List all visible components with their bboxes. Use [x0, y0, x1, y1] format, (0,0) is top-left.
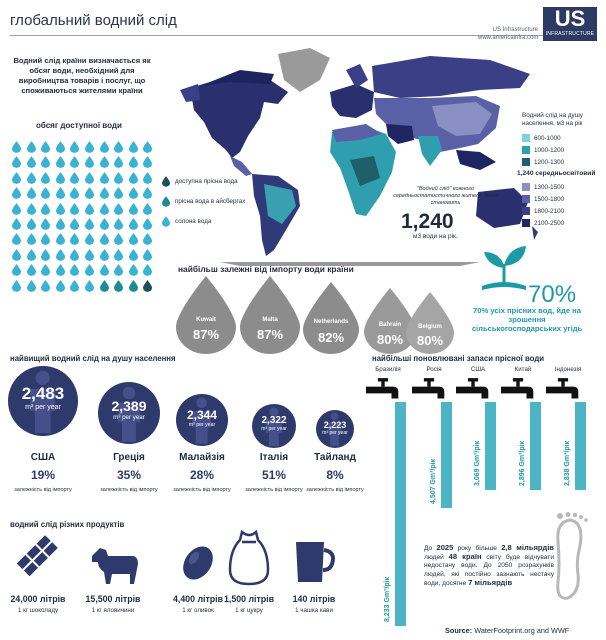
water-drop-icon	[100, 233, 109, 245]
chocolate-icon	[13, 530, 63, 580]
import-drop	[303, 282, 359, 354]
import-percent: 82%	[317, 329, 345, 345]
water-drop-icon	[70, 203, 79, 215]
legend-swatch	[522, 134, 530, 142]
faucet-icon	[546, 378, 580, 402]
water-drop-icon	[70, 233, 79, 245]
water-drop-icon	[114, 218, 123, 230]
faucet-icon	[501, 378, 535, 402]
import-drop	[176, 276, 236, 354]
water-drop-icon	[129, 218, 138, 230]
per-capita-value: 2,322	[261, 415, 287, 427]
water-drop-icon	[12, 249, 21, 261]
legend-swatch	[522, 195, 530, 203]
per-capita-country: Тайланд	[314, 452, 356, 463]
water-drop-icon	[114, 249, 123, 261]
water-drop-icon	[100, 218, 109, 230]
water-drop-icon	[129, 280, 138, 292]
per-capita-circle	[98, 382, 160, 444]
water-drop-icon	[143, 233, 152, 245]
water-drop-icon	[143, 218, 152, 230]
water-drop-icon	[41, 264, 50, 276]
water-stream	[530, 402, 541, 490]
forecast-countries: 48 країн	[448, 552, 482, 562]
water-drop-icon	[85, 172, 94, 184]
per-capita-dep-label: залежність від імпорту	[306, 487, 364, 493]
water-drop-icon	[129, 141, 138, 153]
map-russia	[372, 56, 530, 98]
water-drop-icon	[143, 264, 152, 276]
map-middle-east	[386, 124, 414, 144]
world-footprint-map	[160, 40, 540, 266]
import-country: Bahrain	[378, 322, 402, 329]
water-drop-icon	[100, 203, 109, 215]
legend-range-row	[522, 219, 602, 227]
product-water-value: 4,400 літрів	[172, 594, 224, 604]
per-capita-country: США	[30, 452, 56, 463]
water-drop-icon	[27, 141, 36, 153]
product-unit: 1 кг шоколаду	[17, 607, 59, 614]
per-capita-title: найвищий водний слід на душу населення	[10, 354, 176, 363]
import-country: Malta	[262, 316, 278, 323]
per-capita-circle	[252, 404, 296, 448]
water-drop-icon	[143, 187, 152, 199]
legend-range-label: 1800-2100	[534, 207, 565, 215]
water-drop-icon	[100, 156, 109, 168]
per-capita-country: Малайзія	[179, 452, 225, 463]
per-capita-value: 2,223	[323, 419, 347, 430]
water-drop-icon	[114, 141, 123, 153]
source-line	[445, 626, 569, 635]
per-capita-country: Італія	[259, 452, 289, 463]
legend-swatch	[522, 207, 530, 215]
legend-ice-label: прісна вода в айсбергах	[175, 198, 246, 205]
legend-range-row	[522, 146, 602, 154]
forecast-p1: До	[424, 545, 433, 552]
water-drop-icon	[12, 233, 21, 245]
legend-range-row	[522, 207, 602, 215]
water-drop-icon	[27, 264, 36, 276]
product-unit: 1 кг оливок	[182, 607, 214, 614]
water-drop-icon	[27, 249, 36, 261]
import-country: Kuwait	[196, 316, 216, 323]
water-drop-icon	[70, 249, 79, 261]
water-drop-icon	[41, 280, 50, 292]
per-capita-import-percent: 8%	[326, 468, 344, 482]
logo-sub-text: INFRASTRUCTURE	[545, 31, 595, 37]
map-india	[418, 136, 442, 166]
water-drop-icon	[56, 264, 65, 276]
footprint-icon	[548, 512, 590, 602]
legend-range-label: 2100-2500	[534, 219, 565, 227]
legend-swatch	[522, 219, 530, 227]
map-europe	[330, 84, 374, 118]
stream-value: 2,838 Gm³/рік	[564, 440, 571, 486]
coffee-cup-icon	[292, 538, 338, 586]
water-drop-icon	[12, 264, 21, 276]
water-drop-icon	[41, 218, 50, 230]
legend-fresh-label: доступна прісна вода	[175, 178, 238, 185]
water-drop-icon	[12, 203, 21, 215]
water-drop-icon	[114, 233, 123, 245]
faucet-icon	[412, 378, 446, 402]
water-drop-icon	[129, 249, 138, 261]
legend-range-label: 1500-1800	[534, 195, 565, 203]
water-drop-icon	[100, 172, 109, 184]
brand-url[interactable]: www.americainfra.com	[478, 35, 539, 41]
map-central-america	[230, 156, 252, 176]
import-dependency-title: найбільш залежні від імпорту води країни	[178, 264, 354, 274]
water-drop-icon	[70, 141, 79, 153]
legend-swatch	[522, 146, 530, 154]
import-country: Netherlands	[313, 319, 349, 326]
water-drop-icon	[70, 156, 79, 168]
forecast-final: 7 мільярдів	[468, 577, 513, 587]
water-drop-icon	[12, 218, 21, 230]
map-legend-average: 1,240 середньосвітовий	[517, 170, 596, 177]
cow-icon	[88, 542, 140, 586]
per-capita-import-percent: 28%	[189, 468, 215, 482]
water-drop-icon	[27, 203, 36, 215]
water-drop-icon	[114, 187, 123, 199]
stream-value: 3,069 Gm³/рік	[474, 440, 481, 486]
faucet-icon	[366, 378, 400, 402]
intro-text: Водний слід країни визначається як обсяг води, необхідний для виробництва товарів і послуг, що споживаються жителями країни	[13, 56, 151, 95]
water-drop-icon	[85, 233, 94, 245]
world-avg-value: 1,240	[401, 210, 454, 233]
agriculture-text: 70% усіх прісних вод, йде на зрошення сільськогосподарських угідь	[471, 306, 583, 333]
per-capita-import-percent: 19%	[30, 468, 56, 482]
legend-range-row	[522, 134, 602, 142]
water-drop-icon	[70, 280, 79, 292]
legend-top-group	[522, 134, 602, 166]
water-drop-icon	[27, 172, 36, 184]
agriculture-percent: 70%	[528, 281, 577, 308]
tap-country: США	[470, 366, 486, 373]
water-availability-title: обсяг доступної води	[36, 121, 122, 130]
water-drop-icon	[41, 187, 50, 199]
map-greenland	[278, 48, 330, 92]
water-drop-icon	[143, 172, 152, 184]
legend-swatch	[522, 158, 530, 166]
brand-name: US Infrastructure	[492, 27, 538, 33]
water-drop-icon	[114, 264, 123, 276]
legend-swatch	[522, 183, 530, 191]
water-drop-icon	[85, 249, 94, 261]
per-capita-unit: m³ per year	[322, 429, 348, 436]
map-legend	[517, 112, 602, 231]
import-percent: 87%	[192, 327, 220, 343]
water-drop-icon	[12, 280, 21, 292]
water-drops-grid	[12, 141, 160, 295]
water-drop-icon	[56, 280, 65, 292]
tap-country: Бразилія	[375, 366, 401, 373]
water-drop-icon	[143, 203, 152, 215]
water-drop-icon	[129, 233, 138, 245]
legend-range-label: 1000-1200	[534, 146, 565, 154]
water-drop-icon	[27, 280, 36, 292]
import-percent: 80%	[376, 331, 404, 347]
water-drop-icon	[129, 156, 138, 168]
product-unit: 1 кг яловичини	[91, 607, 135, 614]
product-unit: 1 кг цукру	[235, 607, 263, 614]
water-drop-icon	[85, 218, 94, 230]
water-drop-icon	[85, 187, 94, 199]
per-capita-value: 2,483	[21, 384, 65, 404]
water-drop-icon	[114, 280, 123, 292]
per-capita-circle	[176, 394, 228, 446]
water-drop-icon	[114, 172, 123, 184]
per-capita-unit: m³ per year	[25, 404, 61, 412]
water-stream	[395, 402, 406, 626]
water-drop-icon	[114, 203, 123, 215]
forecast-text	[424, 544, 554, 588]
legend-bottom-group	[522, 183, 602, 227]
per-capita-dep-label: залежність від імпорту	[245, 487, 303, 493]
product-water-value: 140 літрів	[292, 594, 336, 604]
water-drop-icon	[143, 141, 152, 153]
brand-logo	[543, 7, 597, 41]
legend-range-row	[522, 195, 602, 203]
water-drop-icon	[85, 264, 94, 276]
product-water-value: 15,500 літрів	[85, 594, 141, 604]
water-drop-icon	[129, 172, 138, 184]
water-drop-icon	[70, 172, 79, 184]
freshwater-title: найбільші поновлювані запаси прісної води	[372, 354, 545, 363]
map-north-america	[190, 76, 288, 158]
water-drop-icon	[129, 264, 138, 276]
water-drop-icon	[56, 156, 65, 168]
water-stream	[441, 402, 452, 508]
per-capita-value: 2,344	[186, 407, 218, 422]
water-drop-icon	[143, 156, 152, 168]
stream-value: 2,896 Gm³/рік	[519, 440, 526, 486]
water-drop-icon	[70, 218, 79, 230]
per-capita-circle	[316, 410, 354, 448]
water-drop-icon	[100, 141, 109, 153]
source-text[interactable]: WaterFootprint.org and WWF	[474, 626, 570, 635]
map-alaska	[180, 84, 200, 102]
water-drop-icon	[100, 264, 109, 276]
water-drop-icon	[129, 187, 138, 199]
product-unit: 1 чашка кави	[295, 607, 333, 614]
forecast-p3: людей	[424, 554, 444, 562]
tap-country: Китай	[514, 366, 532, 373]
water-drop-icon	[41, 172, 50, 184]
water-drop-icon	[100, 280, 109, 292]
legend-range-row	[522, 158, 602, 166]
water-drop-icon	[27, 187, 36, 199]
sprout-icon	[478, 244, 530, 296]
product-water-value: 1,500 літрів	[223, 594, 275, 604]
import-drop	[406, 292, 454, 354]
water-drop-icon	[56, 141, 65, 153]
tap-country: Росія	[426, 366, 442, 373]
stream-value: 4,507 Gm³/рік	[430, 458, 437, 504]
water-drop-icon	[70, 187, 79, 199]
water-drop-icon	[56, 172, 65, 184]
map-legend-title: Водний слід на душу населення, м3 на рік	[522, 112, 583, 127]
water-drop-icon	[143, 280, 152, 292]
per-capita-dep-label: залежність від імпорту	[100, 487, 158, 493]
import-percent: 87%	[256, 327, 284, 343]
forecast-number: 2,8 мільярдів	[501, 543, 554, 552]
olive-icon	[178, 542, 218, 584]
legend-salt-label: солона вода	[175, 218, 212, 225]
stream-value: 8,233 Gm³/рік	[384, 576, 391, 622]
water-drop-icon	[12, 156, 21, 168]
faucet-icon	[456, 378, 490, 402]
water-drop-icon	[56, 187, 65, 199]
water-drop-icon	[85, 156, 94, 168]
water-drop-icon	[27, 156, 36, 168]
logo-main-text: US	[554, 6, 586, 31]
per-capita-dep-label: залежність від імпорту	[173, 487, 231, 493]
water-drop-icon	[27, 218, 36, 230]
per-capita-import-percent: 51%	[261, 468, 287, 482]
water-drop-icon	[70, 264, 79, 276]
legend-range-label: 1200-1300	[534, 158, 565, 166]
water-drop-icon	[12, 187, 21, 199]
per-capita-unit: m³ per year	[188, 421, 216, 428]
world-avg-unit: м3 води на рік.	[413, 233, 458, 240]
water-drop-icon	[41, 249, 50, 261]
water-drop-icon	[143, 249, 152, 261]
water-drop-icon	[56, 249, 65, 261]
water-drop-icon	[100, 249, 109, 261]
water-drop-icon	[56, 233, 65, 245]
map-se-asia	[456, 150, 496, 170]
water-drop-icon	[85, 280, 94, 292]
tap-country: Індонезія	[554, 366, 582, 373]
forecast-p2: року більше	[457, 545, 497, 552]
products-title: водний слід різних продуктів	[10, 520, 125, 529]
water-drop-icon	[12, 141, 21, 153]
page-title: глобальний водний слід	[10, 12, 177, 29]
water-drop-icon	[56, 203, 65, 215]
water-stream	[575, 402, 586, 490]
product-water-value: 24,000 літрів	[10, 594, 66, 604]
map-scandinavia	[346, 64, 368, 88]
water-drop-icon	[85, 141, 94, 153]
per-capita-unit: m³ per year	[261, 426, 287, 433]
import-percent: 80%	[416, 332, 444, 348]
source-label: Source:	[445, 626, 473, 635]
per-capita-value: 2,389	[111, 398, 147, 415]
per-capita-country: Греція	[113, 452, 145, 463]
water-drop-icon	[56, 218, 65, 230]
forecast-p4: світу буде відчувати недостачу води. До 2050 розрахунків людей, які постійно зазнають нестачу води, досягне	[424, 554, 555, 587]
water-drop-icon	[85, 203, 94, 215]
water-drop-icon	[41, 233, 50, 245]
legend-range-row	[522, 183, 602, 191]
water-drop-icon	[12, 172, 21, 184]
per-capita-unit: m³ per year	[113, 414, 145, 422]
water-drop-icon	[114, 156, 123, 168]
water-drop-icon	[41, 141, 50, 153]
water-drop-icon	[129, 203, 138, 215]
import-country: Belgium	[418, 324, 442, 331]
water-stream	[485, 402, 496, 490]
legend-range-label: 600-1000	[534, 134, 561, 142]
water-drop-icon	[41, 203, 50, 215]
water-drop-icon	[27, 233, 36, 245]
per-capita-import-percent: 35%	[116, 468, 142, 482]
water-drop-icon	[100, 187, 109, 199]
per-capita-circle	[8, 366, 78, 436]
import-drop	[240, 276, 300, 354]
map-note: "Водний слід" кожного середньостатистичного жителя Землі становить	[393, 186, 498, 206]
water-drop-icon	[41, 156, 50, 168]
legend-range-label: 1300-1500	[534, 183, 565, 191]
per-capita-dep-label: залежність від імпорту	[14, 487, 72, 493]
forecast-year: 2025	[436, 543, 454, 552]
sugar-bag-icon	[228, 530, 270, 586]
